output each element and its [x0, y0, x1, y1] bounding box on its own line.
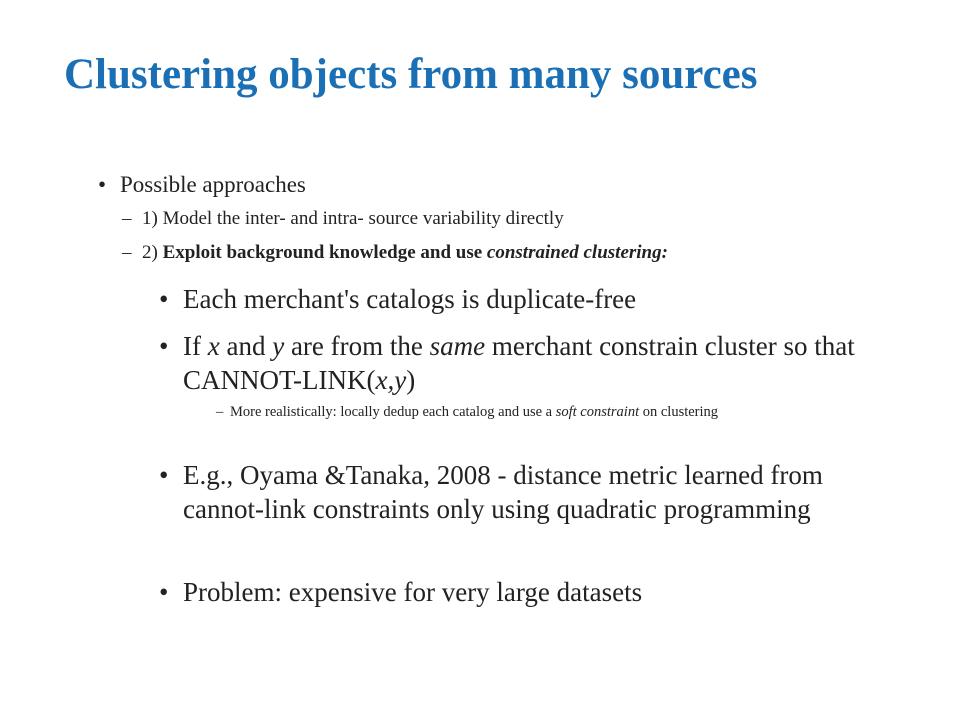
var-x: x — [207, 331, 220, 361]
text-part: on clustering — [639, 404, 719, 420]
dash-icon: – — [122, 242, 132, 263]
dash-icon: – — [216, 404, 224, 420]
text-part: If — [183, 331, 208, 361]
bullet-cannot-link — [159, 329, 863, 397]
bullet-text: Each merchant's catalogs is duplicate-free — [183, 284, 637, 314]
var-xy: x,y — [375, 365, 407, 395]
approach-2-emphasis: constrained clustering: — [486, 242, 668, 263]
bullet-oyama-tanaka — [159, 458, 863, 526]
approach-2-bold-text: Exploit background knowledge and use — [162, 242, 487, 263]
bullet-dot-icon: • — [159, 577, 169, 607]
sub-bullet-approach-2 — [122, 242, 668, 264]
emphasis-same: same — [429, 331, 486, 361]
text-part: merchant constrain cluster so that CANNOT-LINK( — [183, 331, 855, 395]
bullet-text: Problem: expensive for very large datasets — [183, 577, 643, 607]
bullet-problem — [159, 575, 863, 609]
bullet-duplicate-free — [159, 282, 863, 316]
sub-bullet-text: 1) Model the inter- and intra- source variability directly — [142, 208, 564, 229]
bullet-possible-approaches — [98, 172, 306, 198]
bullet-dot-icon: • — [159, 460, 169, 490]
bullet-dot-icon: • — [159, 284, 169, 314]
emphasis-soft-constraint: soft constraint — [555, 404, 640, 420]
dash-icon: – — [122, 208, 132, 229]
text-part: More realistically: locally dedup each catalog and use a — [230, 404, 556, 420]
sub-bullet-approach-1 — [122, 208, 564, 230]
sub-bullet-realistic — [216, 404, 830, 421]
slide-title: Clustering objects from many sources — [64, 51, 758, 98]
bullet-text: Possible approaches — [120, 172, 306, 197]
bullet-dot-icon: • — [159, 331, 169, 361]
approach-2-prefix: 2) — [142, 242, 163, 263]
text-part: ) — [406, 365, 416, 395]
text-part: are from the — [284, 331, 430, 361]
var-y: y — [272, 331, 285, 361]
bullet-dot-icon: • — [98, 172, 107, 197]
text-part: and — [219, 331, 273, 361]
bullet-text: E.g., Oyama &Tanaka, 2008 - distance metric learned from cannot-link constraints only using quadratic programming — [183, 460, 823, 524]
